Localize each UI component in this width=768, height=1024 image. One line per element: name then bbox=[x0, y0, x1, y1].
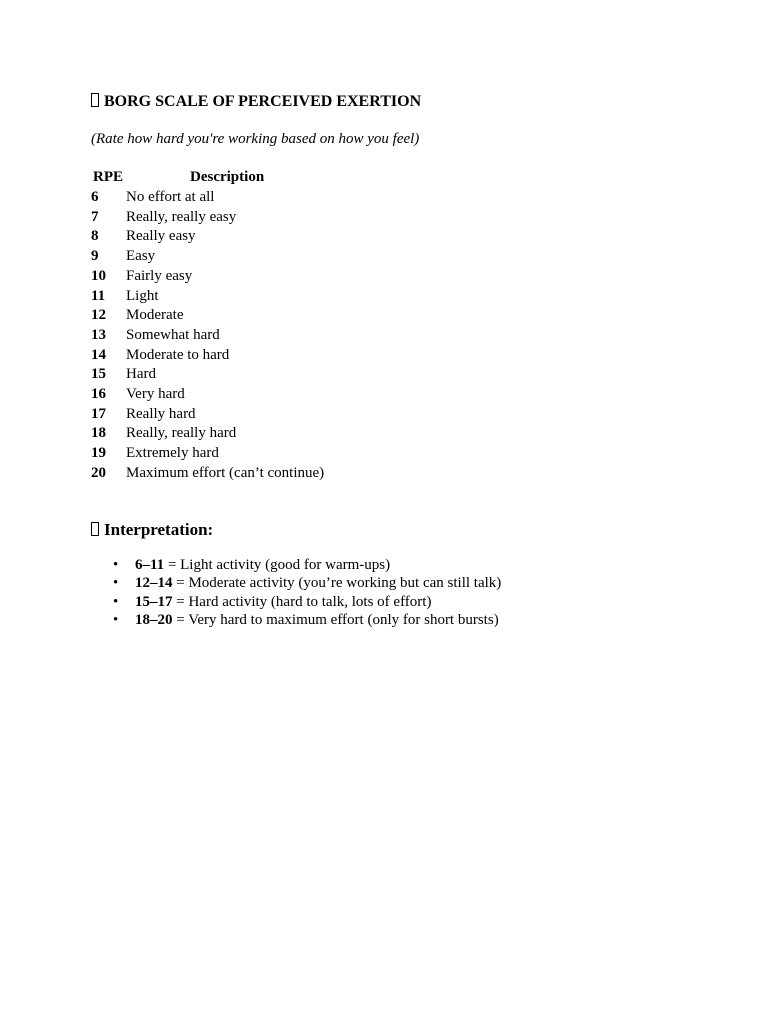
missing-glyph-icon bbox=[91, 522, 99, 536]
list-item bbox=[91, 593, 501, 611]
rpe-description: Easy bbox=[126, 248, 156, 265]
interpretation-text: = Moderate activity (you’re working but can still talk) bbox=[172, 575, 502, 592]
rpe-description: Maximum effort (can’t continue) bbox=[126, 464, 325, 481]
table-row bbox=[91, 208, 324, 228]
list-item bbox=[91, 556, 501, 574]
rpe-value: 17 bbox=[91, 405, 106, 422]
interpretation-text: = Hard activity (hard to talk, lots of effort) bbox=[172, 593, 432, 610]
table-row bbox=[91, 326, 324, 346]
rpe-column-header: RPE bbox=[93, 169, 123, 185]
table-row bbox=[91, 188, 324, 208]
table-row bbox=[91, 424, 324, 444]
rpe-value: 12 bbox=[91, 307, 106, 324]
document-title-text: BORG SCALE OF PERCEIVED EXERTION bbox=[104, 93, 422, 110]
rpe-description: Really easy bbox=[126, 228, 196, 245]
interpretation-range: 15–17 bbox=[135, 593, 173, 610]
rpe-value: 14 bbox=[91, 346, 106, 363]
rpe-value: 19 bbox=[91, 445, 106, 462]
interpretation-text: = Light activity (good for warm-ups) bbox=[164, 557, 391, 573]
table-row bbox=[91, 444, 324, 464]
bullet-icon: • bbox=[113, 557, 119, 573]
rpe-description: Really, really hard bbox=[126, 425, 237, 442]
rpe-value: 15 bbox=[91, 366, 106, 383]
rpe-table bbox=[91, 166, 324, 484]
rpe-description: Light bbox=[126, 287, 159, 304]
rpe-description: Moderate bbox=[126, 307, 184, 324]
rpe-value: 6 bbox=[91, 189, 99, 205]
table-row bbox=[91, 306, 324, 326]
rpe-description: Fairly easy bbox=[126, 267, 193, 284]
bullet-icon: • bbox=[113, 611, 119, 628]
interpretation-range: 18–20 bbox=[135, 611, 173, 628]
rpe-description: Very hard bbox=[126, 386, 185, 403]
rpe-value: 8 bbox=[91, 228, 99, 245]
interpretation-list bbox=[91, 556, 501, 629]
missing-glyph-icon bbox=[91, 93, 99, 107]
table-row bbox=[91, 385, 324, 405]
rpe-description: No effort at all bbox=[126, 189, 215, 205]
rpe-value: 10 bbox=[91, 267, 106, 284]
interpretation-heading-text: Interpretation: bbox=[104, 520, 214, 539]
rpe-description: Really, really easy bbox=[126, 208, 237, 225]
interpretation-range: 12–14 bbox=[135, 575, 173, 592]
rpe-value: 7 bbox=[91, 208, 99, 225]
rpe-description: Extremely hard bbox=[126, 445, 219, 462]
table-row bbox=[91, 267, 324, 287]
list-item bbox=[91, 611, 501, 629]
table-row bbox=[91, 346, 324, 366]
interpretation-heading bbox=[91, 520, 213, 540]
rpe-value: 18 bbox=[91, 425, 106, 442]
rpe-description: Moderate to hard bbox=[126, 346, 230, 363]
rpe-value: 13 bbox=[91, 326, 106, 343]
document-subtitle: (Rate how hard you're working based on how you feel) bbox=[91, 131, 420, 147]
rpe-value: 9 bbox=[91, 248, 99, 265]
rpe-table-header-row bbox=[91, 166, 324, 188]
list-item bbox=[91, 574, 501, 592]
rpe-description: Hard bbox=[126, 366, 156, 383]
interpretation-text: = Very hard to maximum effort (only for short bursts) bbox=[172, 611, 499, 628]
table-row bbox=[91, 287, 324, 307]
table-row bbox=[91, 405, 324, 425]
description-column-header: Description bbox=[190, 169, 265, 185]
rpe-value: 16 bbox=[91, 386, 106, 403]
rpe-value: 11 bbox=[91, 287, 106, 304]
table-row bbox=[91, 365, 324, 385]
interpretation-range: 6–11 bbox=[135, 557, 165, 573]
table-row bbox=[91, 227, 324, 247]
bullet-icon: • bbox=[113, 575, 119, 592]
rpe-value: 20 bbox=[91, 464, 106, 481]
bullet-icon: • bbox=[113, 593, 119, 610]
document-title bbox=[91, 93, 421, 111]
table-row bbox=[91, 464, 324, 484]
rpe-description: Somewhat hard bbox=[126, 326, 220, 343]
table-row bbox=[91, 247, 324, 267]
rpe-description: Really hard bbox=[126, 405, 196, 422]
